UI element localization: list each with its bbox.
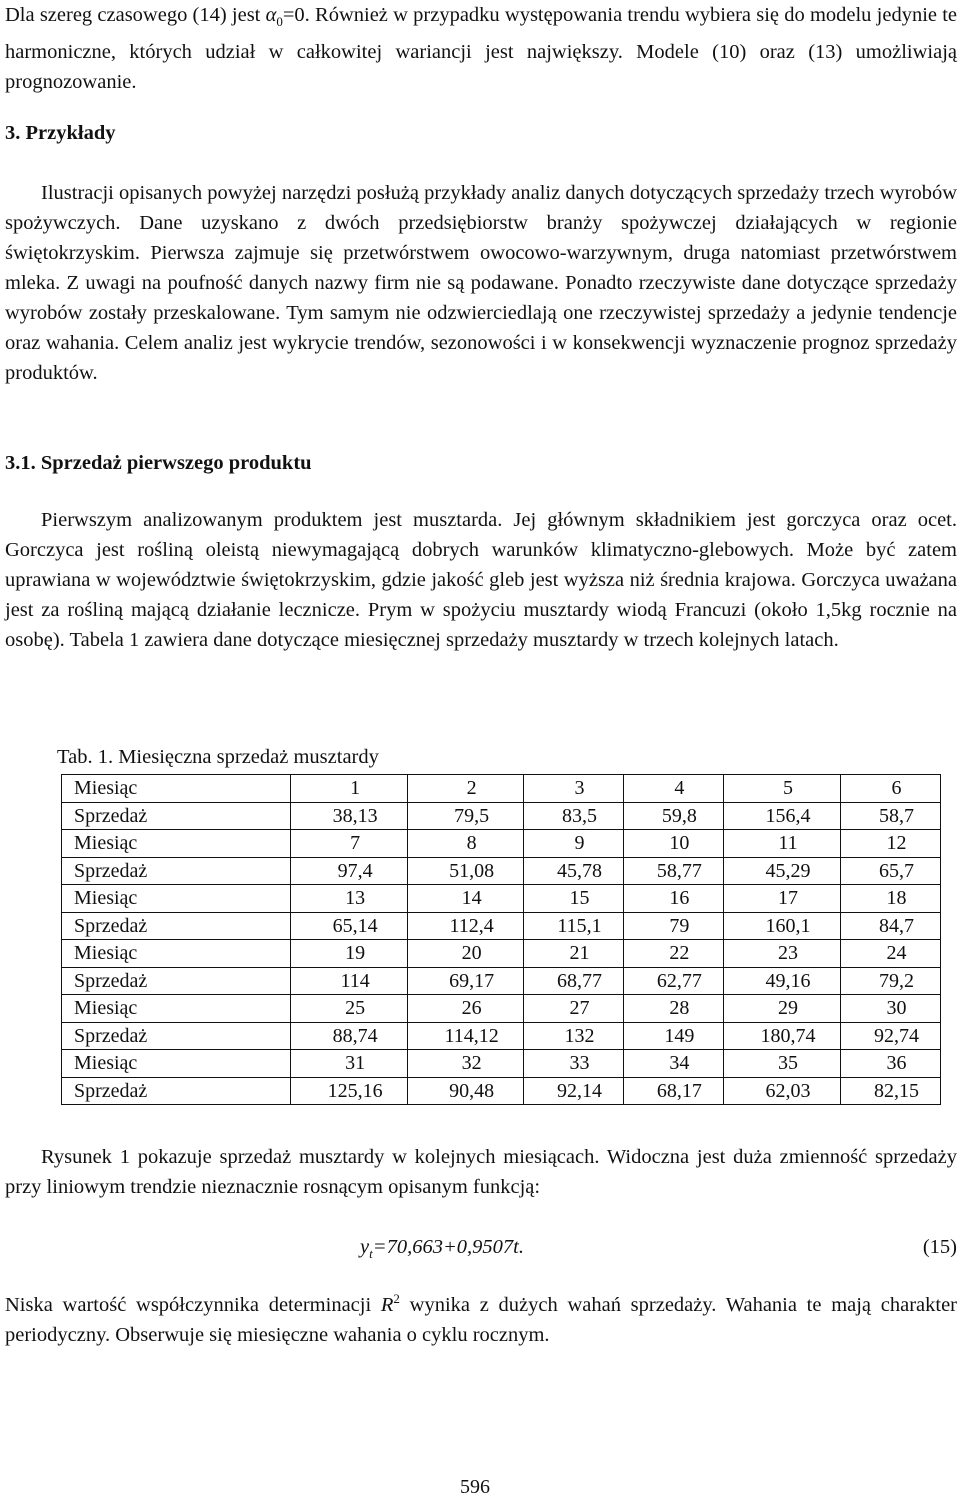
table-cell: 62,77 bbox=[623, 967, 723, 995]
table-cell: 65,7 bbox=[841, 857, 941, 885]
table-cell: 92,74 bbox=[841, 1022, 941, 1050]
table-row bbox=[62, 857, 941, 885]
table-cell: 30 bbox=[841, 995, 941, 1023]
table-cell: 82,15 bbox=[841, 1077, 941, 1105]
table-row bbox=[62, 1077, 941, 1105]
table-cell: 22 bbox=[623, 940, 723, 968]
table-cell: 12 bbox=[841, 830, 941, 858]
table-cell: 24 bbox=[841, 940, 941, 968]
table-cell: 17 bbox=[723, 885, 840, 913]
table-cell: 28 bbox=[623, 995, 723, 1023]
table-cell: 149 bbox=[623, 1022, 723, 1050]
table-cell: 62,03 bbox=[723, 1077, 840, 1105]
table-row bbox=[62, 1022, 941, 1050]
table-cell: 156,4 bbox=[723, 802, 840, 830]
table-cell: 112,4 bbox=[408, 912, 524, 940]
r-superscript: 2 bbox=[393, 1291, 400, 1307]
table-row-label: Miesiąc bbox=[62, 995, 291, 1023]
table-cell: 88,74 bbox=[291, 1022, 408, 1050]
table-cell: 114,12 bbox=[408, 1022, 524, 1050]
table-row-label: Miesiąc bbox=[62, 775, 291, 803]
intro-text-end: =0. Również w przypadku występowania trendu wybiera się do modelu jedynie te harmoniczne, których udział w całkowitej wariancji jest największy. Modele (10) oraz (13) umożliwiają prognozowanie. bbox=[5, 4, 958, 94]
table-cell: 19 bbox=[291, 940, 408, 968]
table-cell: 13 bbox=[291, 885, 408, 913]
table-cell: 33 bbox=[524, 1050, 624, 1078]
table-cell: 4 bbox=[623, 775, 723, 803]
table-caption: Tab. 1. Miesięczna sprzedaż musztardy bbox=[57, 746, 379, 768]
table-cell: 84,7 bbox=[841, 912, 941, 940]
table-cell: 20 bbox=[408, 940, 524, 968]
sales-table bbox=[61, 774, 941, 1105]
table-row-label: Sprzedaż bbox=[62, 802, 291, 830]
subsection-heading-first-product: 3.1. Sprzedaż pierwszego produktu bbox=[5, 452, 312, 474]
table-row bbox=[62, 1050, 941, 1078]
table-cell: 68,77 bbox=[524, 967, 624, 995]
table-cell: 114 bbox=[291, 967, 408, 995]
table-row-label: Miesiąc bbox=[62, 830, 291, 858]
alpha-subscript: 0 bbox=[276, 14, 283, 30]
table-row-label: Miesiąc bbox=[62, 940, 291, 968]
table-cell: 69,17 bbox=[408, 967, 524, 995]
table-cell: 2 bbox=[408, 775, 524, 803]
table-cell: 6 bbox=[841, 775, 941, 803]
table-cell: 29 bbox=[723, 995, 840, 1023]
equation-number: (15) bbox=[922, 1236, 957, 1258]
equation-formula bbox=[360, 1232, 524, 1269]
intro-paragraph bbox=[5, 0, 957, 97]
figure-description-paragraph: Rysunek 1 pokazuje sprzedaż musztardy w kolejnych miesiącach. Widoczna jest duża zmienność sprzedaży przy liniowym trendzie nieznacznie rosnącym opisanym funkcją: bbox=[5, 1146, 957, 1198]
sales-table-body bbox=[62, 775, 941, 1105]
table-cell: 5 bbox=[723, 775, 840, 803]
table-cell: 38,13 bbox=[291, 802, 408, 830]
table-cell: 1 bbox=[291, 775, 408, 803]
table-cell: 79,5 bbox=[408, 802, 524, 830]
table-cell: 83,5 bbox=[524, 802, 624, 830]
table-cell: 36 bbox=[841, 1050, 941, 1078]
table-cell: 79 bbox=[623, 912, 723, 940]
table-cell: 79,2 bbox=[841, 967, 941, 995]
table-cell: 10 bbox=[623, 830, 723, 858]
r2-text-start: Niska wartość współczynnika determinacji bbox=[5, 1294, 381, 1316]
table-cell: 25 bbox=[291, 995, 408, 1023]
table-row bbox=[62, 912, 941, 940]
table-cell: 160,1 bbox=[723, 912, 840, 940]
table-row bbox=[62, 885, 941, 913]
table-row-label: Sprzedaż bbox=[62, 1077, 291, 1105]
table-cell: 7 bbox=[291, 830, 408, 858]
table-cell: 45,78 bbox=[524, 857, 624, 885]
table-cell: 27 bbox=[524, 995, 624, 1023]
section-heading-examples: 3. Przykłady bbox=[5, 122, 116, 144]
table-cell: 49,16 bbox=[723, 967, 840, 995]
table-cell: 15 bbox=[524, 885, 624, 913]
table-cell: 59,8 bbox=[623, 802, 723, 830]
table-cell: 11 bbox=[723, 830, 840, 858]
table-cell: 32 bbox=[408, 1050, 524, 1078]
r-symbol: R bbox=[380, 1294, 394, 1316]
table-cell: 31 bbox=[291, 1050, 408, 1078]
equation-lhs-subscript: t bbox=[369, 1246, 373, 1261]
table-cell: 68,17 bbox=[623, 1077, 723, 1105]
table-row bbox=[62, 802, 941, 830]
table-cell: 115,1 bbox=[524, 912, 624, 940]
table-row bbox=[62, 940, 941, 968]
r2-paragraph bbox=[5, 1290, 957, 1350]
table-cell: 14 bbox=[408, 885, 524, 913]
equation-lhs: y bbox=[360, 1236, 370, 1258]
alpha-symbol: α bbox=[265, 4, 277, 26]
table-cell: 26 bbox=[408, 995, 524, 1023]
table-cell: 8 bbox=[408, 830, 524, 858]
section-examples-paragraph: Ilustracji opisanych powyżej narzędzi posłużą przykłady analiz danych dotyczących sprzedaży trzech wyrobów spożywczych. Dane uzyskano z dwóch przedsiębiorstw branży spożywczej działających w regionie świętokrzyskim. Pierwsza zajmuje się przetwórstwem owocowo-warzywnym, druga natomiast przetwórstwem mleka. Z uwagi na poufność danych nazwy firm nie są podawane. Ponadto rzeczywiste dane dotyczące sprzedaży wyrobów zostały przeskalowane. Tym samym nie odzwierciedlają one rzeczywistej sprzedaży a jedynie tendencje oraz wahania. Celem analiz jest wykrycie trendów, sezonowości i w konsekwencji wyznaczenie prognoz sprzedaży produktów. bbox=[5, 182, 957, 384]
table-cell: 51,08 bbox=[408, 857, 524, 885]
table-cell: 180,74 bbox=[723, 1022, 840, 1050]
table-cell: 45,29 bbox=[723, 857, 840, 885]
table-row-label: Sprzedaż bbox=[62, 857, 291, 885]
table-cell: 3 bbox=[524, 775, 624, 803]
subsection-first-product-paragraph: Pierwszym analizowanym produktem jest musztarda. Jej głównym składnikiem jest gorczyca oraz ocet. Gorczyca jest rośliną oleistą niewymagającą dobrych warunków klimatyczno-glebowych. Może być zatem uprawiana w województwie świętokrzyskim, gdzie jakość gleb jest wyższa niż średnia krajowa. Gorczyca uważana jest za rośliną mającą działanie lecznicze. Prym w spożyciu musztardy wiodą Francuzi (około 1,5kg rocznie na osobę). Tabela 1 zawiera dane dotyczące miesięcznej sprzedaży musztardy w trzech kolejnych latach. bbox=[5, 509, 957, 651]
table-row bbox=[62, 995, 941, 1023]
table-cell: 23 bbox=[723, 940, 840, 968]
table-cell: 58,7 bbox=[841, 802, 941, 830]
table-cell: 34 bbox=[623, 1050, 723, 1078]
page-number: 596 bbox=[460, 1476, 490, 1498]
table-cell: 9 bbox=[524, 830, 624, 858]
table-cell: 92,14 bbox=[524, 1077, 624, 1105]
trend-equation bbox=[5, 1232, 957, 1262]
table-row bbox=[62, 830, 941, 858]
table-cell: 97,4 bbox=[291, 857, 408, 885]
table-cell: 65,14 bbox=[291, 912, 408, 940]
table-row-label: Sprzedaż bbox=[62, 912, 291, 940]
intro-text-start: Dla szereg czasowego (14) jest bbox=[5, 4, 266, 26]
table-cell: 35 bbox=[723, 1050, 840, 1078]
table-cell: 90,48 bbox=[408, 1077, 524, 1105]
table-row bbox=[62, 967, 941, 995]
r2-text-end: wynika z dużych wahań sprzedaży. Wahania te mają charakter periodyczny. Obserwuje się miesięczne wahania o cyklu rocznym. bbox=[5, 1294, 957, 1346]
table-cell: 18 bbox=[841, 885, 941, 913]
table-row-label: Sprzedaż bbox=[62, 967, 291, 995]
table-cell: 58,77 bbox=[623, 857, 723, 885]
equation-rhs: =70,663+0,9507t. bbox=[372, 1236, 524, 1258]
table-row-label: Miesiąc bbox=[62, 1050, 291, 1078]
table-row-label: Sprzedaż bbox=[62, 1022, 291, 1050]
table-row-label: Miesiąc bbox=[62, 885, 291, 913]
table-cell: 132 bbox=[524, 1022, 624, 1050]
table-row bbox=[62, 775, 941, 803]
table-cell: 21 bbox=[524, 940, 624, 968]
table-cell: 125,16 bbox=[291, 1077, 408, 1105]
table-cell: 16 bbox=[623, 885, 723, 913]
